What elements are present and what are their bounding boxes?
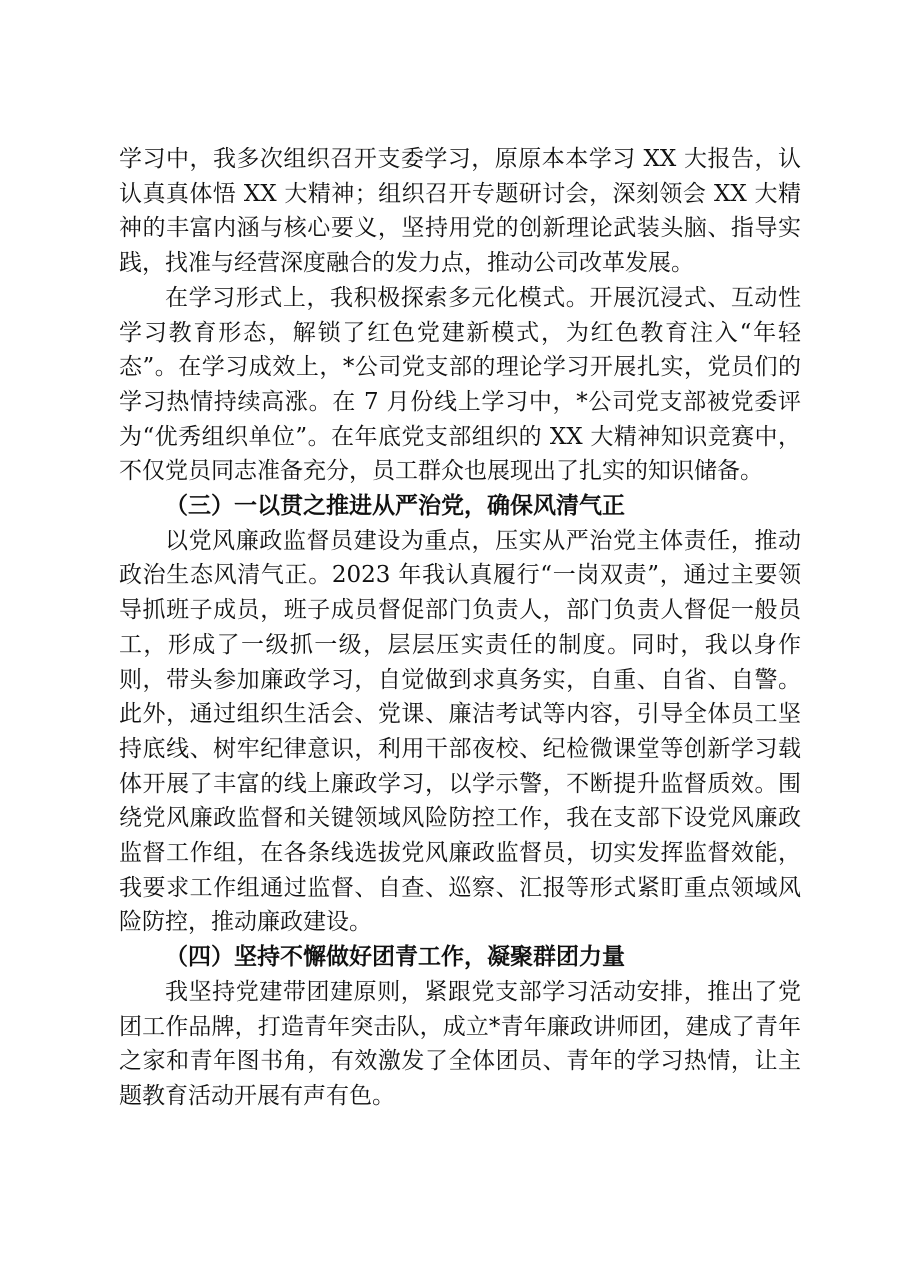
paragraph-study-continued: 学习中，我多次组织召开支委学习，原原本本学习 XX 大报告，认认真真体悟 XX 大精神；组织召开专题研讨会，深刻领会 XX 大精神的丰富内涵与核心要义，坚持用党的创新理论武装头脑、指导实践，找准与经营深度融合的发力点，推动公司改革发展。: [119, 146, 801, 277]
section-heading-4: （四）坚持不懈做好团青工作，凝聚群团力量: [165, 943, 625, 971]
document-body: [119, 142, 801, 1114]
paragraph-study-format: 在学习形式上，我积极探索多元化模式。开展沉浸式、互动性学习教育形态，解锁了红色党建新模式，为红色教育注入“年轻态”。在学习成效上，*公司党支部的理论学习开展扎实，党员们的学习热情持续高涨。在 7 月份线上学习中，*公司党支部被党委评为“优秀组织单位”。在年底党支部组织的 XX 大精神知识竞赛中，不仅党员同志准备充分，员工群众也展现出了扎实的知识储备。: [119, 284, 801, 485]
paragraph-youth-work: 我坚持党建带团建原则，紧跟党支部学习活动安排，推出了党团工作品牌，打造青年突击队，成立*青年廉政讲师团，建成了青年之家和青年图书角，有效激发了全体团员、青年的学习热情，让主题教育活动开展有声有色。: [119, 978, 801, 1109]
section-heading-3: （三）一以贯之推进从严治党，确保风清气正: [165, 492, 625, 520]
paragraph-party-discipline: 以党风廉政监督员建设为重点，压实从严治党主体责任，推动政治生态风清气正。2023 年我认真履行“一岗双责”，通过主要领导抓班子成员，班子成员督促部门负责人，部门负责人督促一般员工，形成了一级抓一级，层层压实责任的制度。同时，我以身作则，带头参加廉政学习，自觉做到求真务实，自重、自省、自警。此外，通过组织生活会、党课、廉洁考试等内容，引导全体员工坚持底线、树牢纪律意识，利用干部夜校、纪检微课堂等创新学习载体开展了丰富的线上廉政学习，以学示警，不断提升监督质效。围绕党风廉政监督和关键领域风险防控工作，我在支部下设党风廉政监督工作组，在各条线选拔党风廉政监督员，切实发挥监督效能，我要求工作组通过监督、自查、巡察、汇报等形式紧盯重点领域风险防控，推动廉政建设。: [119, 527, 801, 936]
